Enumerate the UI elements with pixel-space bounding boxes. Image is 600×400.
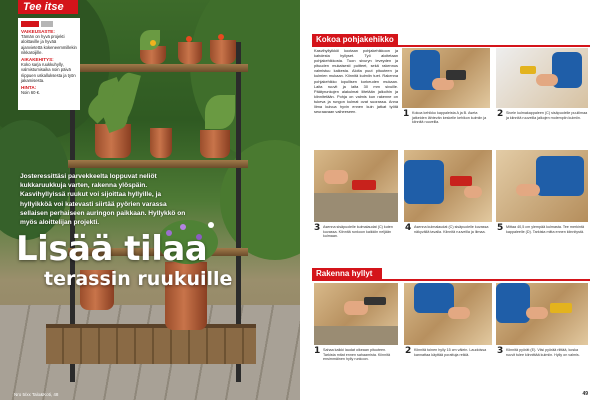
- step-caption: Mittaa 40,5 cm ylempää kulmasta. Tee merkintä kappaleelle (D). Tarkista mitta ennen kiinnitystä.: [506, 225, 585, 234]
- section-tab: Tee itse: [18, 0, 78, 14]
- section1-body-text: Kasvihyllyikköi kootaan pohjakehikkoon ja kahdesta hyllyset. Työ aloitetaan pohjakehikkosta. Tuon sivuryn leveyden ja pituuden mukaisesti puitteet, sekä rakennus valmistuu kaikesta. Aloita puut pituuteen ja kulmien mukaan. Kiinnitä kulmiin tuet. Rakenna pohjakehikko lopullisen korkeuden mukaan. Laita ruuvit ja laita 30 mm sivuille. Päätyrunkojen alakulmat liitetään jalkoihin ja kiinnitetään. Pohja on valmis kun rakenne on tukeva ja rungon kulmat ovat suorassa. Anna liima kuivua hyvin ennen kuin jatkat työtä seuraavaan vaiheeseen.: [314, 48, 398, 115]
- magazine-logo: [21, 21, 77, 27]
- section-rule: [312, 45, 590, 47]
- section-rule: [312, 279, 590, 281]
- section-title-shelves: Rakenna hyllyt: [312, 268, 382, 279]
- step-photo-5: [496, 150, 588, 222]
- intro-text: Josteressittäsi parvekkeelta loppuvat neliöt kukkaruukkuja varten, rakenna ylöspäin. Kasvihyllyissä ruukut voi sijoittaa hyllyille, ja hyllyikköä voi katevasti siirtää pyörien varassa sellaisen perhaiseen auringon paikkaan. Hyllykkö on myös aloittelijan projekti.: [20, 173, 186, 227]
- cost-label: HINTA:: [21, 85, 37, 91]
- time-label: AIKAKEHITYS:: [21, 57, 54, 63]
- step-caption: Asenna sisäpuolelle kulmalaudat (C) kuten kuvassa. Kiinnitä runkoon kaikkiin neljään kulmaan.: [323, 225, 393, 239]
- step-photo-3: [314, 150, 398, 222]
- step-number: 2: [497, 109, 504, 119]
- step-photo-2: [496, 48, 588, 108]
- step-number: 4: [405, 223, 412, 233]
- step-caption: Kiinnitä pyörät (E). Viisi pyörää riittää, koska ruuvit tulee kiinnittää kulmiin. Hylly on valmis.: [506, 348, 580, 357]
- section-title-base-frame: Kokoa pohjakehikko: [312, 34, 398, 45]
- headline-main: Lisää tilaa: [16, 229, 208, 269]
- shelf-bottom-slats: [46, 324, 256, 364]
- difficulty-text: Tämän on hyvä projekti aloittaville ja hyvää ajanvietettä kokeneemmillekin nikkaroijille.: [21, 34, 77, 55]
- step-number: 1: [403, 109, 410, 119]
- step-caption: Asenna kulmalaudat (C) sisäpuolelle kuvassa näkyvällä tavalla. Kiinnitä ruuveilla ja liimaa.: [414, 225, 489, 234]
- headline-sub: terassin ruukuille: [44, 268, 233, 290]
- flower: [186, 36, 192, 42]
- step-photo-8: [496, 283, 588, 345]
- page-number: 49: [582, 391, 588, 397]
- flower: [218, 34, 224, 40]
- step-number: 2: [405, 346, 412, 356]
- project-info-box: [18, 18, 80, 110]
- flower-pot: [150, 128, 172, 158]
- time-text: Koko sarja ruukkuhylly, valmistumisaika noin päivä riippuen uskalluksesta ja työn jakamisesta.: [21, 62, 76, 83]
- step-photo-4: [404, 150, 492, 222]
- step-number: 1: [314, 346, 321, 356]
- flower-pot: [200, 130, 230, 158]
- step-caption: Kokoa kehikko kappaleista A ja B. Aseta jatkeiden lähtevän keskelle kehikon kulmiin ja kiinnitä ruuveilla.: [412, 111, 487, 125]
- article-headline: [16, 230, 296, 290]
- step-caption: Sahaa kaikki laudat oikeaan pituuteen. Tarkista mitat ennen sahaamista. Kiinnitä ensimmäinen hylly runkoon.: [323, 348, 391, 362]
- step-number: 3: [497, 346, 504, 356]
- leaf: [205, 95, 235, 129]
- flower-pot: [178, 42, 202, 64]
- difficulty-label: VAIKEUSASTE:: [21, 29, 55, 34]
- cost-text: Noin 60 €.: [21, 90, 41, 96]
- flower-pot: [210, 40, 236, 64]
- folio-left: Nro 5/xx Talo&Koti, 48: [14, 392, 59, 397]
- step-photo-7: [404, 283, 492, 345]
- right-page: [300, 0, 600, 400]
- step-photo-6: [314, 283, 398, 345]
- flower: [150, 40, 156, 46]
- step-caption: Sivele kulmakappaleen (C) sisäpuolelle puuliimaa ja kiinnitä ruuveilla jalkojen molempiin kulmiin.: [506, 111, 588, 120]
- step-photo-1: [402, 48, 490, 108]
- flower: [208, 222, 214, 228]
- step-number: 3: [314, 223, 321, 233]
- step-number: 5: [497, 223, 504, 233]
- step-caption: Kiinnitä toinen hylly 15 cm välein. Laudoissa kannattaa käyttää porattuja reikiä.: [414, 348, 487, 357]
